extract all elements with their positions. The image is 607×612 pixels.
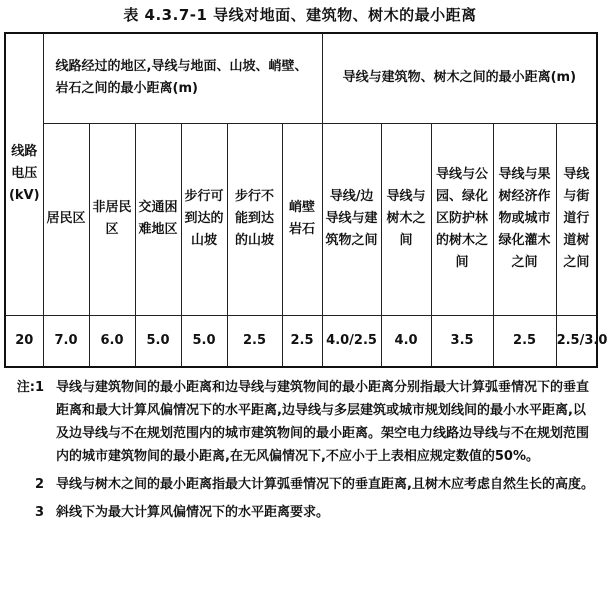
table-cell: 5.0 xyxy=(135,315,181,367)
distance-table xyxy=(4,32,607,368)
table-cell: 4.0/2.5 xyxy=(322,315,381,367)
table-cell: 2.5 xyxy=(493,315,556,367)
table-cell: 5.0 xyxy=(181,315,227,367)
table-cell: 3.5 xyxy=(431,315,493,367)
note-text: 导线与建筑物间的最小距离和边导线与建筑物间的最小距离分别指最大计算弧垂情况下的垂直距离和最大计算风偏情况下的水平距离,边导线与多层建筑或城市规划线间的最小水平距离,以及边导线与不在规划范围内的城市建筑物间的最小距离。架空电力线路边导线与不在规划范围内的城市建筑物间的最小距离,在无风偏情况下,不应小于上表相应规定数值的50%。 xyxy=(56,380,590,464)
column-header: 导线与树木之间 xyxy=(381,123,431,315)
column-header: 导线与公园、绿化区防护林的树木之间 xyxy=(431,123,493,315)
voltage-header: 线路电压(kV) xyxy=(5,33,43,315)
table-cell: 2.5 xyxy=(227,315,282,367)
column-header: 导线与果树经济作物或城市绿化灌木之间 xyxy=(493,123,556,315)
building-tree-group-header: 导线与建筑物、树木之间的最小距离(m) xyxy=(322,33,597,123)
column-header: 交通困难地区 xyxy=(135,123,181,315)
note-number: 3 xyxy=(34,505,44,520)
voltage-cell: 20 xyxy=(5,315,43,367)
note-item xyxy=(10,376,596,468)
ground-distance-group-header: 线路经过的地区,导线与地面、山坡、峭壁、岩石之间的最小距离(m) xyxy=(43,33,322,123)
notes-prefix: 注: xyxy=(16,380,35,395)
column-header: 峭壁岩石 xyxy=(282,123,322,315)
note-text: 导线与树木之间的最小距离指最大计算弧垂情况下的垂直距离,且树木应考虑自然生长的高度。 xyxy=(56,477,594,492)
table-cell: 2.5/3.0 xyxy=(556,315,597,367)
note-text: 斜线下为最大计算风偏情况下的水平距离要求。 xyxy=(56,505,330,520)
column-header: 导线/边导线与建筑物之间 xyxy=(322,123,381,315)
column-header: 步行可到达的山坡 xyxy=(181,123,227,315)
table-cell: 7.0 xyxy=(43,315,89,367)
notes-section xyxy=(10,376,596,524)
table-title: 表 4.3.7-1 导线对地面、建筑物、树木的最小距离 xyxy=(123,6,477,24)
table-cell: 2.5 xyxy=(282,315,322,367)
note-item xyxy=(10,501,596,524)
column-header: 步行不能到达的山坡 xyxy=(227,123,282,315)
column-header: 导线与街道行道树之间 xyxy=(556,123,597,315)
note-number: 注:1 xyxy=(16,380,44,395)
column-header: 居民区 xyxy=(43,123,89,315)
table-cell: 4.0 xyxy=(381,315,431,367)
table-cell: 6.0 xyxy=(89,315,135,367)
column-header: 非居民区 xyxy=(89,123,135,315)
note-number: 2 xyxy=(34,477,44,492)
note-item xyxy=(10,473,596,496)
